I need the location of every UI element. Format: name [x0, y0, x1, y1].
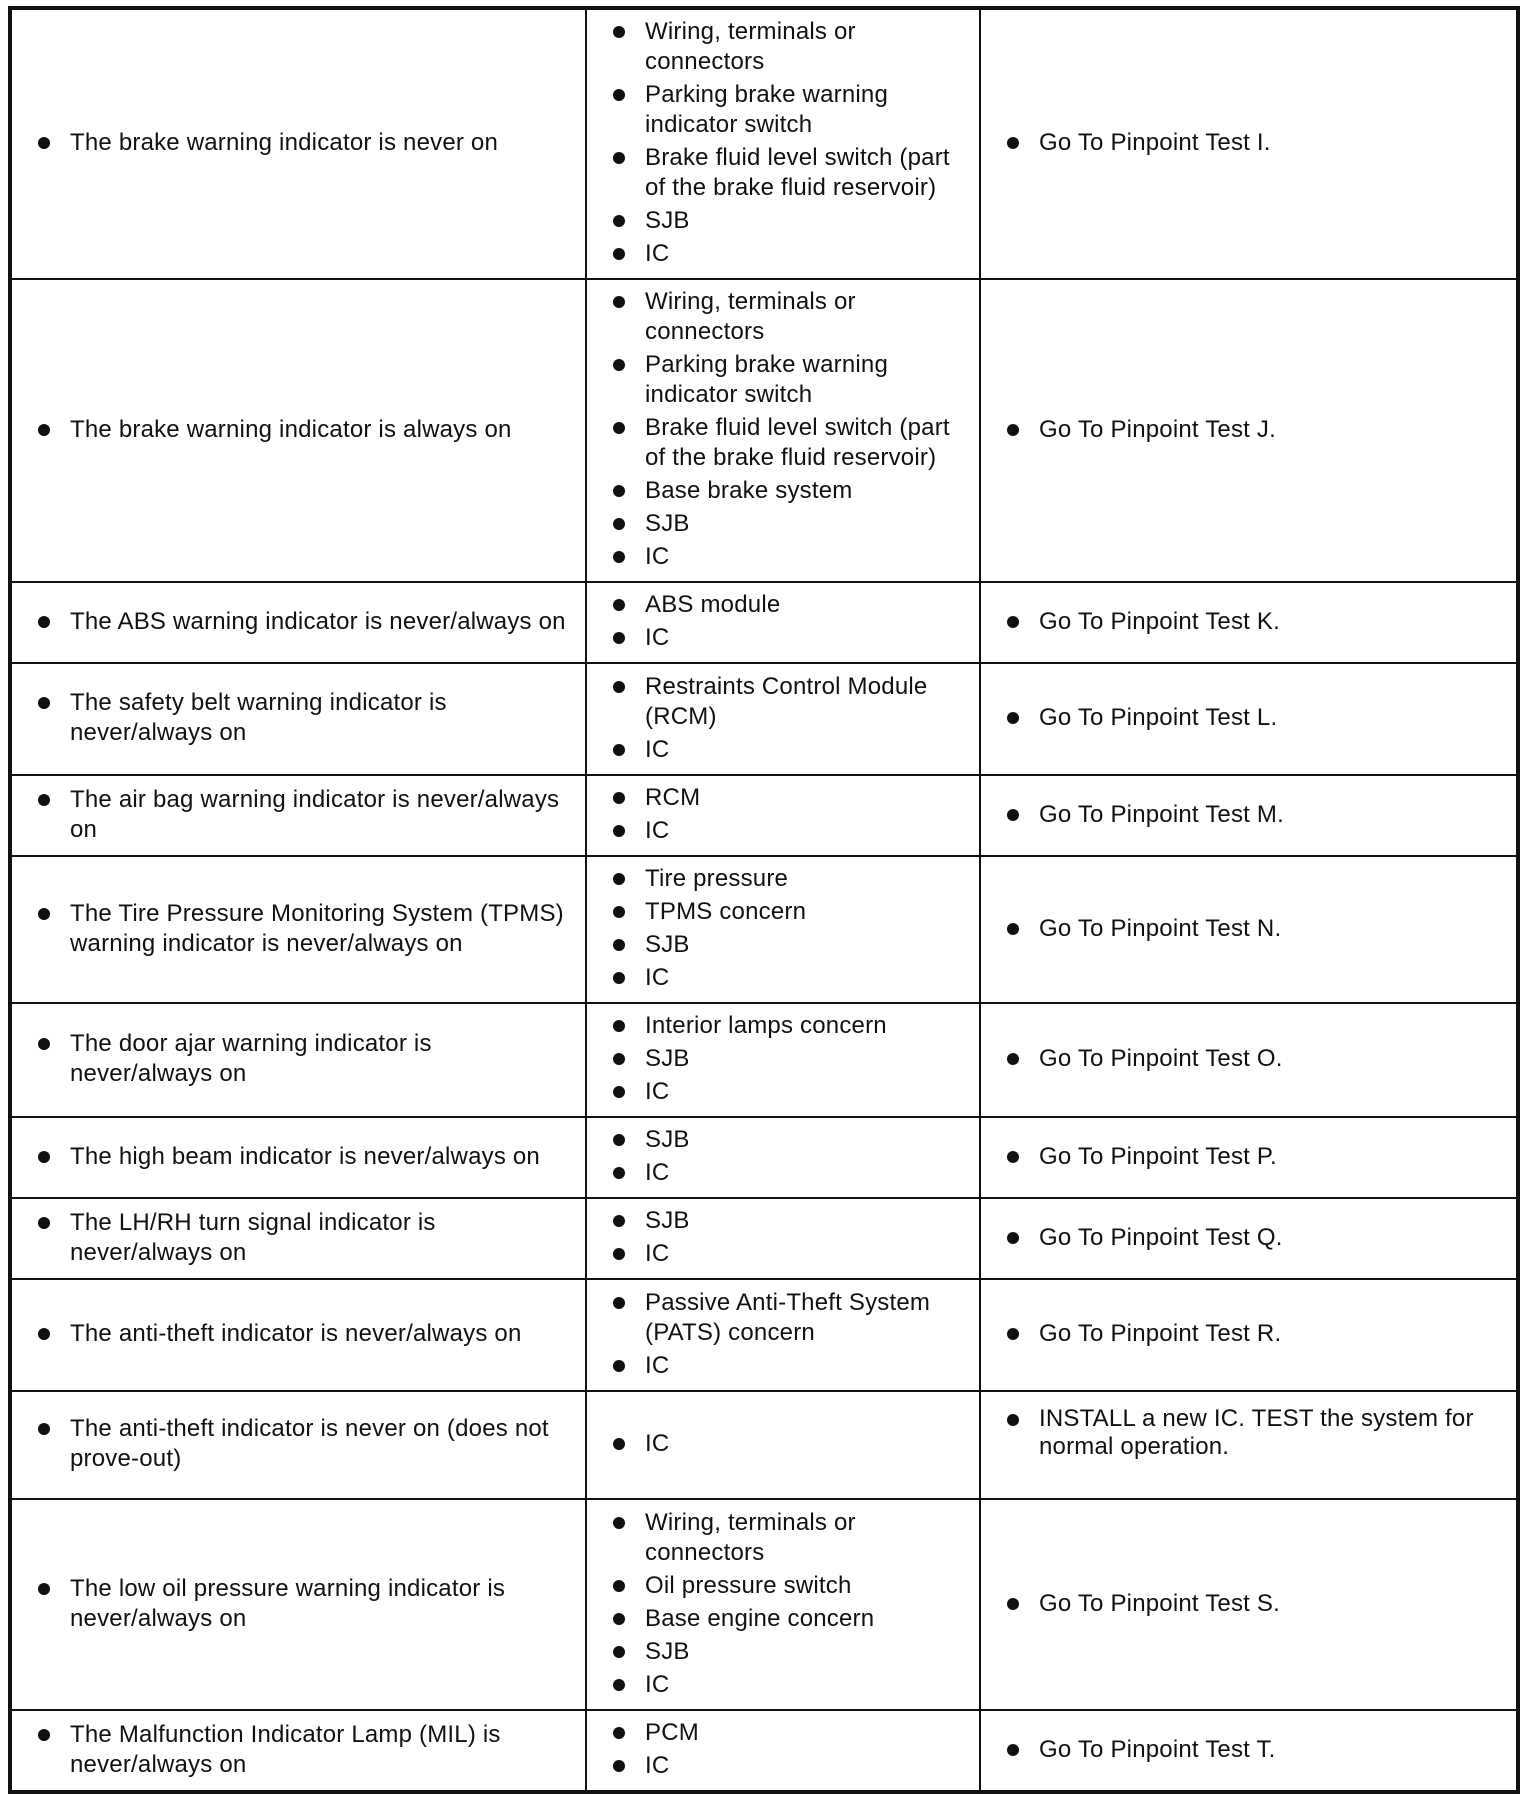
- possible-source-cell: [586, 856, 980, 1003]
- action-cell: [980, 856, 1518, 1003]
- bullet-text: Passive Anti-Theft System (PATS) concern: [645, 1288, 931, 1346]
- bullet-icon: [613, 485, 625, 497]
- action-cell: [980, 1710, 1518, 1792]
- symptom-cell: [10, 1198, 586, 1279]
- bullet-icon: [613, 1248, 625, 1260]
- list-item: [28, 128, 577, 158]
- action-list: [997, 1405, 1508, 1461]
- bullet-text: SJB: [645, 1637, 690, 1665]
- bullet-icon: [1007, 923, 1019, 935]
- symptom-cell: [10, 582, 586, 663]
- bullet-icon: [613, 1727, 625, 1739]
- bullet-text: IC: [645, 1670, 670, 1698]
- table-row: [10, 1117, 1518, 1198]
- table-row: [10, 775, 1518, 856]
- bullet-text: IC: [645, 543, 670, 570]
- bullet-text: IC: [645, 1078, 670, 1105]
- list-item: [28, 1029, 577, 1089]
- bullet-icon: [613, 1679, 625, 1691]
- bullet-text: Brake fluid level switch (part of the brake fluid reservoir): [645, 414, 950, 471]
- bullet-icon: [1007, 809, 1019, 821]
- list-item: [28, 688, 577, 748]
- possible-source-list: [603, 672, 971, 765]
- bullet-icon: [1007, 1414, 1019, 1426]
- bullet-icon: [1007, 1232, 1019, 1244]
- bullet-text: The Tire Pressure Monitoring System (TPMS) warning indicator is never/always on: [70, 899, 564, 957]
- table-row: [10, 663, 1518, 775]
- list-item: [997, 914, 1508, 944]
- symptom-list: [28, 1319, 577, 1349]
- bullet-icon: [1007, 424, 1019, 436]
- possible-source-cell: [586, 663, 980, 775]
- bullet-icon: [38, 424, 50, 436]
- bullet-text: Go To Pinpoint Test R.: [1039, 1320, 1282, 1347]
- bullet-icon: [613, 1167, 625, 1179]
- action-cell: [980, 279, 1518, 582]
- bullet-icon: [1007, 1053, 1019, 1065]
- list-item: [603, 1670, 971, 1700]
- table-row: [10, 1391, 1518, 1499]
- list-item: [603, 930, 971, 960]
- action-list: [997, 800, 1508, 830]
- action-cell: [980, 582, 1518, 663]
- bullet-icon: [38, 137, 50, 149]
- list-item: [997, 128, 1508, 158]
- bullet-text: IC: [645, 1240, 670, 1267]
- bullet-icon: [613, 1760, 625, 1772]
- bullet-text: Go To Pinpoint Test O.: [1039, 1045, 1283, 1072]
- bullet-text: The Malfunction Indicator Lamp (MIL) is never/always on: [70, 1720, 501, 1778]
- bullet-text: IC: [645, 1351, 670, 1379]
- symptom-cell: [10, 279, 586, 582]
- bullet-text: SJB: [645, 1126, 690, 1153]
- list-item: [603, 963, 971, 993]
- action-list: [997, 1142, 1508, 1172]
- bullet-text: PCM: [645, 1719, 699, 1746]
- list-item: [28, 415, 577, 445]
- bullet-text: SJB: [645, 1045, 690, 1072]
- bullet-text: Oil pressure switch: [645, 1571, 852, 1599]
- bullet-text: Interior lamps concern: [645, 1012, 887, 1039]
- bullet-text: IC: [645, 624, 670, 651]
- bullet-text: ABS module: [645, 591, 781, 618]
- possible-source-list: [603, 1011, 971, 1107]
- table-row: [10, 1003, 1518, 1117]
- list-item: [997, 1223, 1508, 1253]
- list-item: [997, 1142, 1508, 1172]
- bullet-text: Go To Pinpoint Test Q.: [1039, 1223, 1283, 1251]
- action-cell: [980, 775, 1518, 856]
- bullet-text: Go To Pinpoint Test L.: [1039, 704, 1278, 731]
- bullet-icon: [613, 599, 625, 611]
- bullet-icon: [38, 1729, 50, 1741]
- bullet-text: The high beam indicator is never/always on: [70, 1142, 540, 1170]
- bullet-icon: [613, 825, 625, 837]
- bullet-text: TPMS concern: [645, 898, 807, 925]
- bullet-icon: [613, 1297, 625, 1309]
- bullet-text: The ABS warning indicator is never/always on: [70, 607, 566, 635]
- list-item: [603, 623, 971, 653]
- bullet-text: Go To Pinpoint Test S.: [1039, 1589, 1280, 1617]
- list-item: [603, 206, 971, 236]
- table-row: [10, 8, 1518, 279]
- list-item: [28, 1208, 577, 1268]
- list-item: [997, 1405, 1508, 1461]
- list-item: [28, 1414, 577, 1474]
- symptom-chart-table: [8, 6, 1520, 1794]
- list-item: [603, 590, 971, 620]
- action-cell: [980, 8, 1518, 279]
- possible-source-cell: [586, 1117, 980, 1198]
- bullet-icon: [613, 1517, 625, 1529]
- bullet-text: Go To Pinpoint Test K.: [1039, 607, 1280, 635]
- possible-source-list: [603, 590, 971, 653]
- list-item: [28, 785, 577, 845]
- list-item: [603, 1751, 971, 1781]
- list-item: [28, 1319, 577, 1349]
- possible-source-list: [603, 1429, 971, 1459]
- action-cell: [980, 663, 1518, 775]
- symptom-list: [28, 1142, 577, 1172]
- possible-source-cell: [586, 1391, 980, 1499]
- possible-source-cell: [586, 1279, 980, 1391]
- table-row: [10, 856, 1518, 1003]
- bullet-icon: [613, 632, 625, 644]
- bullet-icon: [613, 248, 625, 260]
- possible-source-cell: [586, 279, 980, 582]
- bullet-text: Go To Pinpoint Test P.: [1039, 1142, 1277, 1170]
- bullet-text: Parking brake warning indicator switch: [645, 81, 888, 138]
- bullet-icon: [1007, 616, 1019, 628]
- list-item: [603, 1429, 971, 1459]
- list-item: [603, 413, 971, 473]
- bullet-icon: [613, 939, 625, 951]
- symptom-list: [28, 785, 577, 845]
- bullet-text: The air bag warning indicator is never/always on: [70, 785, 560, 843]
- bullet-text: Go To Pinpoint Test M.: [1039, 800, 1284, 828]
- list-item: [28, 607, 577, 637]
- list-item: [603, 1125, 971, 1155]
- symptom-cell: [10, 1279, 586, 1391]
- table-row: [10, 1279, 1518, 1391]
- bullet-text: IC: [645, 1159, 670, 1186]
- symptom-cell: [10, 8, 586, 279]
- bullet-icon: [613, 296, 625, 308]
- list-item: [603, 1637, 971, 1667]
- possible-source-list: [603, 864, 971, 993]
- action-list: [997, 607, 1508, 637]
- bullet-text: INSTALL a new IC. TEST the system for normal operation.: [1039, 1405, 1474, 1460]
- bullet-text: Go To Pinpoint Test I.: [1039, 129, 1271, 156]
- symptom-cell: [10, 856, 586, 1003]
- list-item: [997, 1044, 1508, 1074]
- bullet-text: Go To Pinpoint Test T.: [1039, 1735, 1276, 1763]
- symptom-list: [28, 1574, 577, 1634]
- list-item: [997, 415, 1508, 445]
- action-list: [997, 1223, 1508, 1253]
- bullet-text: Brake fluid level switch (part of the brake fluid reservoir): [645, 144, 950, 201]
- bullet-icon: [613, 792, 625, 804]
- bullet-text: The brake warning indicator is always on: [70, 415, 512, 443]
- possible-source-cell: [586, 1710, 980, 1792]
- table-row: [10, 1710, 1518, 1792]
- list-item: [603, 897, 971, 927]
- bullet-text: Parking brake warning indicator switch: [645, 351, 888, 408]
- possible-source-list: [603, 1718, 971, 1781]
- symptom-cell: [10, 1499, 586, 1710]
- action-list: [997, 703, 1508, 733]
- bullet-text: Wiring, terminals or connectors: [645, 1508, 856, 1566]
- bullet-icon: [613, 1053, 625, 1065]
- bullet-text: IC: [645, 735, 670, 763]
- action-cell: [980, 1198, 1518, 1279]
- possible-source-cell: [586, 8, 980, 279]
- bullet-icon: [613, 359, 625, 371]
- bullet-text: SJB: [645, 931, 690, 958]
- symptom-cell: [10, 1117, 586, 1198]
- list-item: [603, 80, 971, 140]
- bullet-icon: [613, 1086, 625, 1098]
- bullet-text: SJB: [645, 1207, 690, 1234]
- possible-source-list: [603, 1206, 971, 1269]
- list-item: [28, 899, 577, 959]
- bullet-icon: [613, 1215, 625, 1227]
- bullet-icon: [613, 215, 625, 227]
- list-item: [603, 1158, 971, 1188]
- list-item: [603, 509, 971, 539]
- symptom-cell: [10, 1003, 586, 1117]
- symptom-cell: [10, 775, 586, 856]
- bullet-text: Go To Pinpoint Test N.: [1039, 914, 1282, 942]
- possible-source-cell: [586, 582, 980, 663]
- action-cell: [980, 1117, 1518, 1198]
- bullet-icon: [613, 744, 625, 756]
- bullet-icon: [613, 873, 625, 885]
- list-item: [603, 1718, 971, 1748]
- list-item: [603, 143, 971, 203]
- list-item: [997, 1589, 1508, 1619]
- bullet-icon: [613, 551, 625, 563]
- bullet-icon: [613, 422, 625, 434]
- bullet-text: The safety belt warning indicator is never/always on: [70, 689, 447, 746]
- bullet-text: RCM: [645, 784, 701, 811]
- list-item: [28, 1720, 577, 1780]
- bullet-icon: [613, 1438, 625, 1450]
- bullet-text: Go To Pinpoint Test J.: [1039, 415, 1276, 443]
- bullet-text: Wiring, terminals or connectors: [645, 288, 856, 345]
- action-list: [997, 415, 1508, 445]
- list-item: [997, 1735, 1508, 1765]
- bullet-icon: [1007, 1744, 1019, 1756]
- bullet-icon: [613, 681, 625, 693]
- list-item: [603, 783, 971, 813]
- bullet-icon: [613, 1134, 625, 1146]
- list-item: [603, 476, 971, 506]
- symptom-list: [28, 1720, 577, 1780]
- bullet-icon: [1007, 137, 1019, 149]
- bullet-icon: [613, 1580, 625, 1592]
- list-item: [997, 703, 1508, 733]
- list-item: [603, 735, 971, 765]
- bullet-text: SJB: [645, 510, 690, 537]
- symptom-cell: [10, 1710, 586, 1792]
- table-row: [10, 279, 1518, 582]
- list-item: [28, 1574, 577, 1634]
- possible-source-list: [603, 1508, 971, 1700]
- list-item: [603, 816, 971, 846]
- action-cell: [980, 1499, 1518, 1710]
- bullet-text: IC: [645, 1430, 670, 1457]
- list-item: [603, 1604, 971, 1634]
- table-row: [10, 1499, 1518, 1710]
- bullet-icon: [613, 518, 625, 530]
- bullet-text: IC: [645, 817, 670, 844]
- bullet-text: IC: [645, 964, 670, 991]
- symptom-list: [28, 899, 577, 959]
- possible-source-list: [603, 1288, 971, 1381]
- possible-source-cell: [586, 775, 980, 856]
- possible-source-list: [603, 1125, 971, 1188]
- bullet-text: The anti-theft indicator is never on (does not prove-out): [70, 1415, 549, 1472]
- bullet-text: IC: [645, 240, 670, 267]
- bullet-text: The door ajar warning indicator is never/always on: [70, 1030, 432, 1087]
- bullet-icon: [1007, 1328, 1019, 1340]
- bullet-icon: [613, 1360, 625, 1372]
- bullet-text: Base engine concern: [645, 1604, 875, 1632]
- bullet-icon: [38, 616, 50, 628]
- bullet-icon: [38, 1217, 50, 1229]
- bullet-text: Wiring, terminals or connectors: [645, 18, 856, 75]
- list-item: [603, 239, 971, 269]
- action-cell: [980, 1003, 1518, 1117]
- bullet-icon: [1007, 1598, 1019, 1610]
- list-item: [603, 864, 971, 894]
- table-row: [10, 1198, 1518, 1279]
- list-item: [997, 607, 1508, 637]
- bullet-icon: [38, 908, 50, 920]
- list-item: [603, 287, 971, 347]
- symptom-list: [28, 688, 577, 748]
- list-item: [603, 1077, 971, 1107]
- possible-source-cell: [586, 1003, 980, 1117]
- bullet-icon: [613, 972, 625, 984]
- list-item: [603, 1239, 971, 1269]
- list-item: [603, 542, 971, 572]
- action-cell: [980, 1391, 1518, 1499]
- bullet-icon: [1007, 712, 1019, 724]
- bullet-text: SJB: [645, 207, 690, 234]
- bullet-text: The LH/RH turn signal indicator is never/always on: [70, 1208, 436, 1266]
- bullet-text: Base brake system: [645, 477, 853, 504]
- symptom-list: [28, 128, 577, 158]
- symptom-list: [28, 1029, 577, 1089]
- symptom-list: [28, 1208, 577, 1268]
- bullet-icon: [613, 1613, 625, 1625]
- symptom-list: [28, 607, 577, 637]
- bullet-icon: [613, 1020, 625, 1032]
- list-item: [603, 1351, 971, 1381]
- symptom-cell: [10, 663, 586, 775]
- possible-source-list: [603, 783, 971, 846]
- possible-source-list: [603, 17, 971, 269]
- possible-source-cell: [586, 1499, 980, 1710]
- bullet-icon: [38, 1038, 50, 1050]
- symptom-cell: [10, 1391, 586, 1499]
- action-list: [997, 128, 1508, 158]
- bullet-text: The low oil pressure warning indicator is never/always on: [70, 1574, 506, 1632]
- bullet-icon: [38, 1583, 50, 1595]
- action-cell: [980, 1279, 1518, 1391]
- possible-source-list: [603, 287, 971, 572]
- list-item: [603, 1011, 971, 1041]
- list-item: [603, 1044, 971, 1074]
- action-list: [997, 1589, 1508, 1619]
- symptom-list: [28, 1414, 577, 1474]
- action-list: [997, 1735, 1508, 1765]
- list-item: [997, 800, 1508, 830]
- bullet-icon: [38, 1423, 50, 1435]
- bullet-text: IC: [645, 1752, 670, 1779]
- bullet-icon: [613, 152, 625, 164]
- table-row: [10, 582, 1518, 663]
- bullet-icon: [38, 697, 50, 709]
- bullet-icon: [38, 794, 50, 806]
- possible-source-cell: [586, 1198, 980, 1279]
- list-item: [603, 1571, 971, 1601]
- bullet-text: The brake warning indicator is never on: [70, 129, 499, 156]
- bullet-icon: [613, 89, 625, 101]
- action-list: [997, 914, 1508, 944]
- bullet-text: The anti-theft indicator is never/always on: [70, 1320, 522, 1347]
- bullet-icon: [38, 1328, 50, 1340]
- bullet-icon: [38, 1151, 50, 1163]
- bullet-icon: [613, 26, 625, 38]
- list-item: [603, 1206, 971, 1236]
- symptom-list: [28, 415, 577, 445]
- list-item: [28, 1142, 577, 1172]
- bullet-text: Tire pressure: [645, 865, 789, 892]
- list-item: [603, 17, 971, 77]
- bullet-icon: [613, 1646, 625, 1658]
- bullet-icon: [1007, 1151, 1019, 1163]
- list-item: [603, 1288, 971, 1348]
- symptom-chart-sheet: [8, 6, 1516, 1783]
- list-item: [603, 1508, 971, 1568]
- list-item: [603, 350, 971, 410]
- bullet-text: Restraints Control Module (RCM): [645, 672, 928, 730]
- action-list: [997, 1044, 1508, 1074]
- action-list: [997, 1319, 1508, 1349]
- bullet-icon: [613, 906, 625, 918]
- list-item: [997, 1319, 1508, 1349]
- list-item: [603, 672, 971, 732]
